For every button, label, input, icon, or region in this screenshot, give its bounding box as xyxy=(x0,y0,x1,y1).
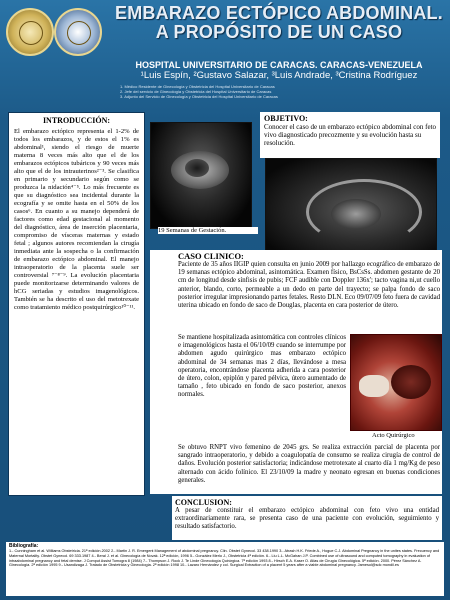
ultrasound-36-weeks-image xyxy=(265,158,437,252)
introduction-heading: INTRODUCCIÓN: xyxy=(42,116,111,125)
clinical-case-heading: CASO CLINICO: xyxy=(178,251,244,261)
objective-heading: OBJETIVO: xyxy=(264,114,308,123)
clinical-case-paragraph-2: Se mantiene hospitalizada asintomática con controles clínicos e imagenológicos hasta el 06/10/09 cuando se interrumpe por abdomen agudo quirúrgico mas embarazo ectópico abdominal de 34 semanas mas 2 días, llevándose a mesa operatoria, encontrándose placenta adherida a cara posterior de útero, colon, epiplón y pared pélvica, útero aumentado de tamaño , feto ubicado en fondo de saco posterior, anexos normales. xyxy=(178,334,346,399)
bibliography-text: 1.- Cunningham et al. Williams Obstetricia. 21ª edición.2002 2.- Martin J. R. Emergent Management of abdominal pregnancy. Clin. Obstet Gynecol. 33 438.1990 3.- Atrash H.K. Friede A., Hogue C.J. Abdominal Pregnancy in the unites states. Frecuency and Maternal Mortality. Obstet Gynecol. 69 333.1987 4.- Beral J. et al. Ginecología de Novak. 12ª edición, 1996 5.- González Merlo J., Obstetricia 4ª edición. 6.- Liu L.L. McGahan J.P. Combined use of ultrasound and computed tomography in evaluation of intraabdominal pregnancy and fetal demise. J Comput Assist Tomogra 8 (1984) 7.- Thompson J. Rock J. Te Linde Ginecología Quirúrgica. 7ª edición 1993 8.- Hirsch E.A. Kaser O. Atlas de Cirugía Ginecológica. 5ª edición. 2000. Pérez Sánchez A. Ginecología. 2ª edición 1995 9.- Usandizaga J. Tratado de Obstetricia y Ginecología. 2ª edición 1998 10.- Lazaro Hernández y col. Surgical Extraction of a placent 5 years after a viable abdominal pregnancy. Jamesol@sdc mondil.es xyxy=(9,549,440,568)
conclusion-text: A pesar de constituir el embarazo ectópico abdominal con feto vivo una entidad extraordinariamente rara, se presenta caso de una paciente con evolución, seguimiento y resultado satisfactorio. xyxy=(175,507,439,530)
header xyxy=(0,0,450,110)
surgery-photo xyxy=(350,334,442,431)
affiliation-3: 3. Adjunto del Servicio de Ginecología y Obstetricia del Hospital Universitario de Caracas xyxy=(120,94,278,99)
clinical-case-section xyxy=(150,250,442,494)
clinical-case-paragraph-3: Se obtuvo RNPT vivo femenino de 2045 grs. Se realiza extracción parcial de placenta por sangrado intraoperatorio, y debido a coagulopatía de consumo se realiza cirugía de control de daños. Evolución posterior satisfactoria; indicándose metrotexate al cuarto día 1 mg/Kg de peso alternado con ácido folínico. El 23/10/09 la madre y neonato egresan en buenas condiciones generales. xyxy=(178,444,440,484)
conclusion-heading: CONCLUSION: xyxy=(175,498,232,507)
ultrasound-19-weeks-image xyxy=(150,122,252,229)
introduction-section xyxy=(8,112,145,496)
bibliography-section xyxy=(6,542,444,596)
conclusion-section xyxy=(172,496,442,540)
affiliation-1: 1. Médico Residente de Ginecología y Obstetricia del Hospital Universitario de Caracas xyxy=(120,84,275,89)
bibliography-heading: Bibliografía: xyxy=(9,543,39,549)
objective-section xyxy=(260,112,440,158)
objective-text: Conocer el caso de un embarazo ectópico abdominal con feto vivo diagnosticado precozmente y su evolución hasta su resolución. xyxy=(264,123,437,147)
affiliation-2: 2. Jefe del servicio de Ginecología y Obstetricia del Hospital Universitario de Caracas xyxy=(120,89,272,94)
clinical-case-paragraph-1: Paciente de 35 años IIGIP quien consulta en junio 2009 por hallazgo ecográfico de embarazo de 19 semanas ectópico abdominal, asintomática. Examen físico, BsCsSs. abdomen gestante de 20 cm de longitud desde sínfisis de pubis; FCF audible con Doppler 136x'; tacto vagina ni,ut cuello anterior, blando, corto, permeable a un dedo en parte del trayecto; se palpa fondo de saco posterior irregular impresionando partes fetales. Resto DLN. Eco 09/07/09 feto fuera de cavidad uterina ubicado en fondo de saco de Douglas, placenta en cara posterior de útero. xyxy=(178,261,440,310)
university-seal-logo xyxy=(6,8,54,56)
ultrasound-19-weeks-caption: 19 Semanas de Gestación. xyxy=(158,227,258,234)
hospital-name: HOSPITAL UNIVERSITARIO DE CARACAS. CARACAS-VENEZUELA xyxy=(135,60,423,70)
poster-title: EMBARAZO ECTÓPICO ABDOMINAL. A PROPÓSITO DE UN CASO xyxy=(115,3,443,42)
authors: ¹Luis Espín, ²Gustavo Salazar, ³Luis Andrade, ³Cristina Rodríguez xyxy=(140,70,418,81)
surgery-photo-caption: Acto Quirúrgico xyxy=(372,432,415,439)
hospital-logo xyxy=(54,8,102,56)
introduction-text: El embarazo ectópico representa el 1-2% de todos los embarazos, y de estos el 1% es abdominal¹, siendo el riesgo de muerte materna 8 veces más alto que el de los embarazos ectópicos tubáricos y 90 veces más alto que el de los intrauterinos²⁻³. Se clasifica en primario y secundario según como se produzca la nidación⁴⁻⁵. Lo más frecuente es que su diagnóstico sea incidental durante la ecografía y se omite hasta en el 50% de los casos⁶. En cuanto a su manejo dependerá de factores como edad gestacional al momento del diagnóstico, área de inserción placentaria, compromiso de vísceras maternas y estado fetal ; algunos autores recomiendan la cirugía inmediata ante la sospecha o la confirmación de embarazo ectópico abdominal. El manejo intraoperatorio de la placenta suele ser controversial ⁷⁻⁸⁻⁹. La evolución placentaria puede monitorizarse determinando valores de hCG seriadas y estudios imagenológicos. También se ha descrito el uso del metotrexate como tratamiento médico postquirúrgico¹⁰⁻¹¹. xyxy=(14,128,139,311)
affiliations xyxy=(120,84,440,99)
